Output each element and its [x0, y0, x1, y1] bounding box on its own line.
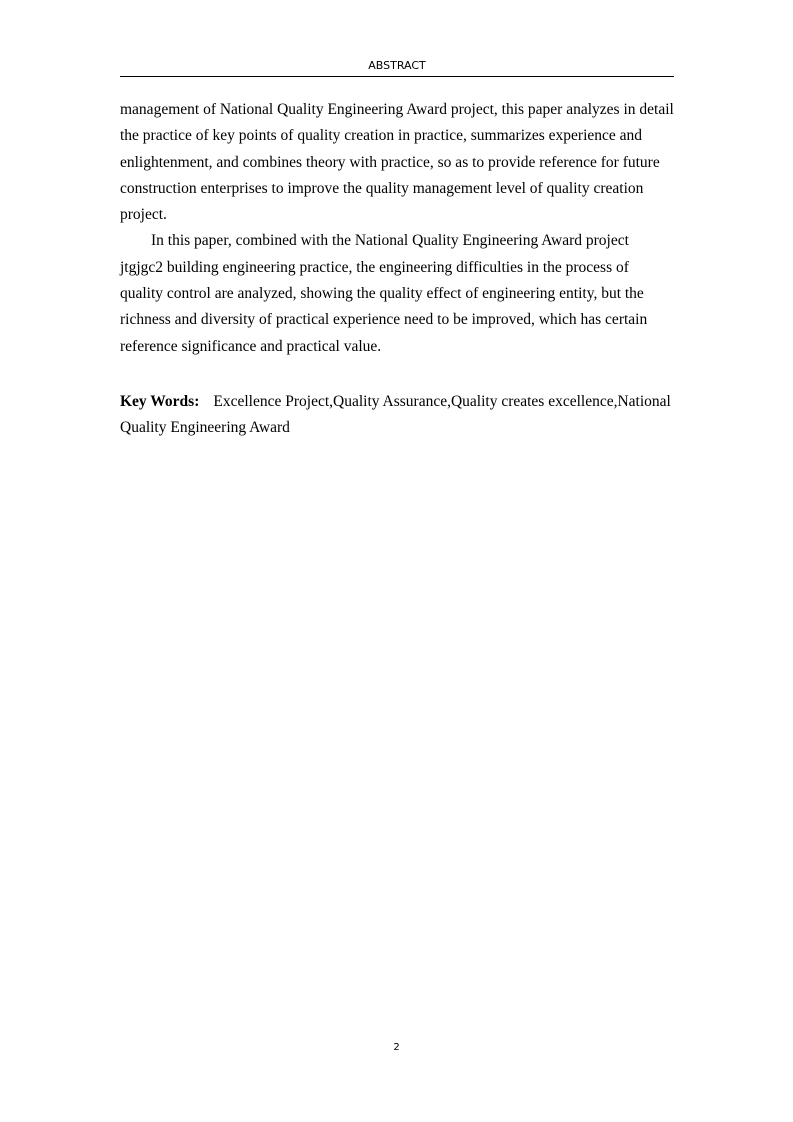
abstract-paragraph-continued: management of National Quality Engineering Award project, this paper analyzes in detail the practice of key points of quality creation in practice, summarizes experience and enlightenment, and combines theory with practice, so as to provide reference for future construction enterprises to improve the quality management level of quality creation project.: [120, 101, 674, 224]
keywords-text: Excellence Project,Quality Assurance,Quality creates excellence,National Quality Engineering Award: [120, 393, 671, 437]
page-number: 2: [393, 1042, 400, 1053]
keywords-label: Key Words:: [120, 393, 200, 410]
keywords-section: [120, 389, 674, 442]
abstract-body: [120, 97, 674, 360]
header-title: ABSTRACT: [368, 59, 426, 72]
abstract-paragraph: In this paper, combined with the National Quality Engineering Award project jtgjgc2 building engineering practice, the engineering difficulties in the process of quality control are analyzed, showing the quality effect of engineering entity, but the richness and diversity of practical experience need to be improved, which has certain reference significance and practical value.: [120, 232, 648, 355]
running-header: [120, 58, 674, 77]
